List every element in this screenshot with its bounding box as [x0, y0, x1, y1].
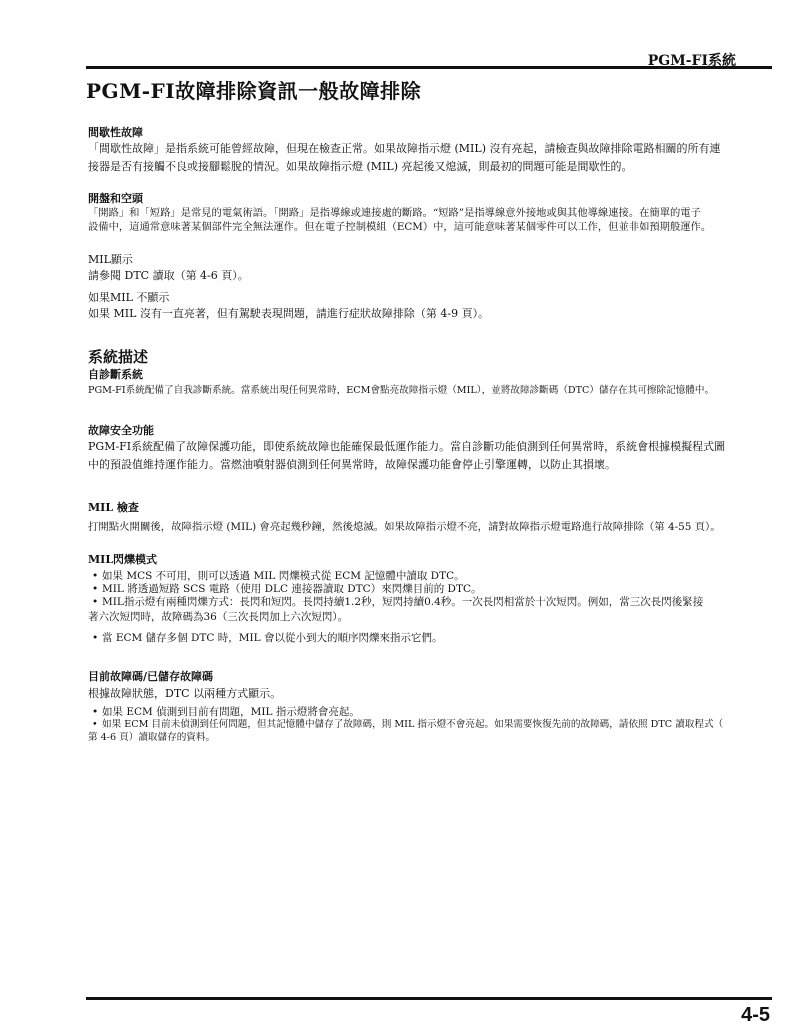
page-title: PGM-FI故障排除資訊一般故障排除 [86, 79, 422, 103]
mil-on-heading: MIL顯示 [88, 253, 133, 266]
open-short-heading: 開盤和空頭 [88, 192, 143, 205]
intermittent-line-1: 「間歇性故障」是指系統可能曾經故障，但現在檢查正常。如果故障指示燈 (MIL) 沒有亮起，請檢查與故障排除電路相關的所有連 [88, 142, 721, 155]
mil-off-heading: 如果MIL 不顯示 [88, 291, 170, 304]
blink-bullet-2: • MIL 將透過短路 SCS 電路（使用 DLC 連接器讀取 DTC）來閃爍目前的 DTC。 [88, 583, 772, 596]
section-current-stored [88, 669, 772, 744]
section-intermittent [88, 125, 772, 176]
fail-safe-line-1: PGM-FI系統配備了故障保護功能，即使系統故障也能確保最低運作能力。當自診斷功能偵測到任何異常時，系統會根據模擬程式圖 [88, 440, 726, 453]
system-description-heading: 系統描述 [88, 348, 149, 366]
section-mil-off [88, 290, 772, 323]
blink-mode-list-2 [88, 632, 772, 645]
blink-mode-list [88, 570, 772, 609]
header-section-label: PGM-FI系統 [647, 53, 736, 69]
fail-safe-line-2: 中的預設值維持運作能力。當燃油噴射器偵測到任何異常時，故障保護功能會停止引擎運轉，以防止其損壞。 [88, 458, 616, 471]
current-stored-bullet-1: • 如果 ECM 偵測到目前有問題，MIL 指示燈將會亮起。 [88, 706, 772, 719]
section-mil-check [88, 500, 772, 536]
intermittent-line-2: 接器是否有接觸不良或接腳鬆脫的情況。如果故障指示燈 (MIL) 亮起後又熄滅，則最初的問題可能是間歇性的。 [88, 160, 633, 173]
blink-mode-heading: MIL閃爍模式 [88, 553, 158, 566]
current-stored-bullet-2: • 如果 ECM 目前未偵測到任何問題，但其記憶體中儲存了故障碼，則 MIL 指示燈不會亮起。如果需要恢復先前的故障碼，請依照 DTC 讀取程式（ [88, 719, 772, 731]
open-short-line-2: 設備中，這通常意味著某個部件完全無法運作。但在電子控制模組（ECM）中，這可能意味著某個零件可以工作，但並非如預期般運作。 [88, 221, 712, 233]
intermittent-heading: 間歇性故障 [88, 126, 143, 139]
section-system-description [88, 347, 772, 398]
current-stored-bullet-2-continued: 第 4-6 頁）讀取儲存的資料。 [88, 732, 216, 743]
section-mil-on [88, 252, 772, 285]
header-rule [86, 66, 772, 69]
blink-bullet-3-continued: 著六次短閃時，故障碼為36（三次長閃加上六次短閃）。 [88, 611, 349, 623]
footer-rule [86, 997, 772, 1000]
mil-check-text: 打開點火開關後，故障指示燈 (MIL) 會亮起幾秒鐘，然後熄滅。如果故障指示燈不亮，請對故障指示燈電路進行故障排除（第 4-55 頁）。 [88, 521, 721, 533]
self-diagnosis-heading: 自診斷系統 [88, 368, 143, 381]
mil-check-heading: MIL 檢查 [88, 501, 139, 514]
fail-safe-heading: 故障安全功能 [88, 424, 154, 437]
open-short-line-1: 「開路」和「短路」是常見的電氣術語。「開路」是指導線或連接處的斷路。“短路”是指導線意外接地或與其他導線連接。在簡單的電子 [88, 207, 701, 219]
section-blink-mode [88, 552, 772, 645]
current-stored-heading: 目前故障碼/已儲存故障碼 [88, 670, 214, 683]
mil-on-text: 請參閱 DTC 讀取（第 4-6 頁）。 [88, 269, 249, 282]
section-open-short [88, 191, 772, 234]
page-number: 4-5 [741, 1004, 770, 1026]
blink-bullet-1: • 如果 MCS 不可用，則可以透過 MIL 閃爍模式從 ECM 記憶體中讀取 DTC。 [88, 570, 772, 583]
current-stored-list [88, 706, 772, 731]
blink-bullet-4: • 當 ECM 儲存多個 DTC 時，MIL 會以從小到大的順序閃爍來指示它們。 [88, 632, 772, 645]
section-fail-safe [88, 423, 772, 474]
mil-off-text: 如果 MIL 沒有一直亮著，但有駕駛表現問題，請進行症狀故障排除（第 4-9 頁）。 [88, 307, 490, 320]
current-stored-intro: 根據故障狀態，DTC 以兩種方式顯示。 [88, 687, 282, 700]
blink-bullet-3: • MIL指示燈有兩種閃爍方式：長閃和短閃。長閃持續1.2秒，短閃持續0.4秒。一次長閃相當於十次短閃。例如，當三次長閃後緊接 [88, 596, 772, 609]
self-diagnosis-text: PGM-FI系統配備了自我診斷系統。當系統出現任何異常時，ECM會點亮故障指示燈（MIL），並將故障診斷碼（DTC）儲存在其可擦除記憶體中。 [88, 385, 715, 396]
